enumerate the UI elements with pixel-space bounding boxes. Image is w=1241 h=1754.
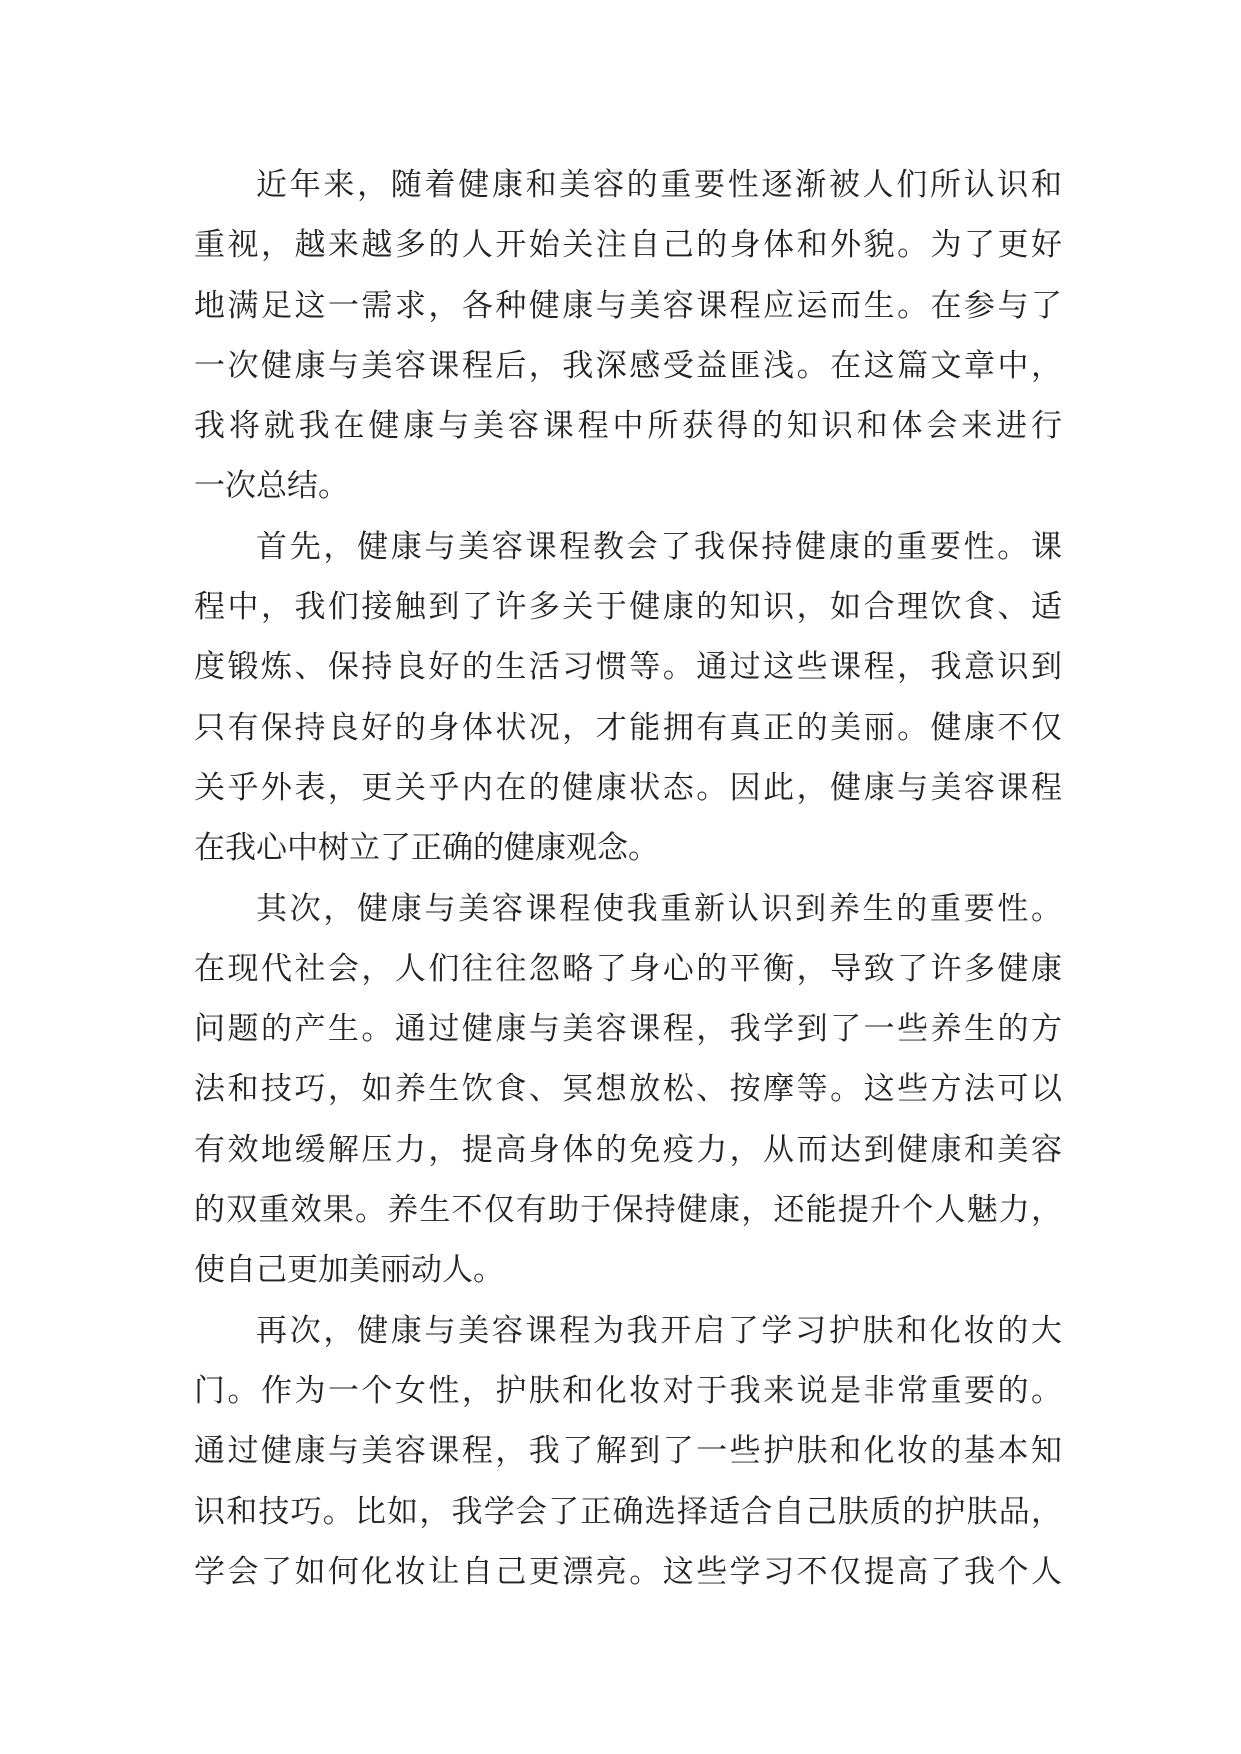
- text-line: 地满足这一需求，各种健康与美容课程应运而生。在参与了: [194, 287, 1062, 324]
- text-line: 首先，健康与美容课程教会了我保持健康的重要性。课: [256, 528, 1062, 565]
- text-line: 近年来，随着健康和美容的重要性逐渐被人们所认识和: [256, 167, 1062, 203]
- text-line: 学会了如何化妆让自己更漂亮。这些学习不仅提高了我个人: [194, 1553, 1062, 1590]
- text-line: 的双重效果。养生不仅有助于保持健康，还能提升个人魅力，: [194, 1192, 1062, 1229]
- text-line: 在我心中树立了正确的健康观念。: [194, 830, 659, 867]
- text-line: 通过健康与美容课程，我了解到了一些护肤和化妆的基本知: [194, 1433, 1062, 1470]
- text-line: 一次健康与美容课程后，我深感受益匪浅。在这篇文章中，: [194, 347, 1062, 384]
- text-line: 其次，健康与美容课程使我重新认识到养生的重要性。: [256, 890, 1062, 927]
- text-line: 在现代社会，人们往往忽略了身心的平衡，导致了许多健康: [194, 950, 1062, 987]
- text-line: 度锻炼、保持良好的生活习惯等。通过这些课程，我意识到: [194, 649, 1062, 686]
- text-line: 再次，健康与美容课程为我开启了学习护肤和化妆的大: [256, 1312, 1062, 1349]
- paragraph-1: [194, 155, 1062, 517]
- paragraph-3: [194, 879, 1062, 1301]
- paragraph-2: [194, 517, 1062, 879]
- text-line: 法和技巧，如养生饮食、冥想放松、按摩等。这些方法可以: [194, 1071, 1062, 1108]
- paragraph-4: [194, 1301, 1062, 1602]
- text-line: 识和技巧。比如，我学会了正确选择适合自己肤质的护肤品，: [194, 1493, 1062, 1530]
- text-line: 使自己更加美丽动人。: [194, 1252, 504, 1289]
- text-line: 重视，越来越多的人开始关注自己的身体和外貌。为了更好: [194, 227, 1062, 264]
- text-line: 一次总结。: [194, 468, 349, 505]
- text-line: 门。作为一个女性，护肤和化妆对于我来说是非常重要的。: [194, 1372, 1062, 1409]
- body-text: [194, 155, 1062, 1602]
- text-line: 程中，我们接触到了许多关于健康的知识，如合理饮食、适: [194, 589, 1062, 626]
- text-line: 我将就我在健康与美容课程中所获得的知识和体会来进行: [194, 408, 1062, 445]
- text-line: 只有保持良好的身体状况，才能拥有真正的美丽。健康不仅: [194, 709, 1062, 746]
- text-line: 关乎外表，更关乎内在的健康状态。因此，健康与美容课程: [194, 769, 1062, 806]
- text-line: 问题的产生。通过健康与美容课程，我学到了一些养生的方: [194, 1011, 1062, 1048]
- text-line: 有效地缓解压力，提高身体的免疫力，从而达到健康和美容: [194, 1131, 1062, 1168]
